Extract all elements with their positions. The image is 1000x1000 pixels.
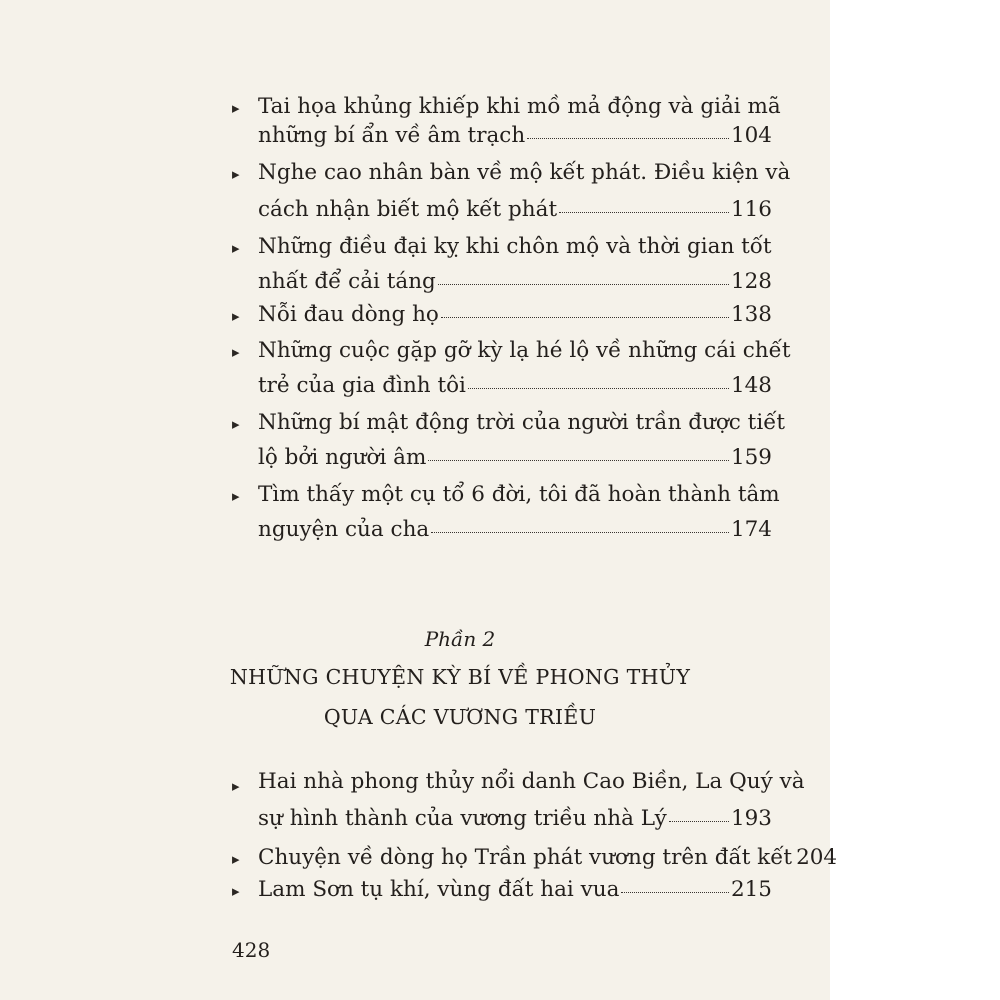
toc-entry (232, 338, 791, 398)
toc-entry (232, 160, 791, 222)
bullet-icon: ▸ (232, 343, 240, 361)
bullet-icon: ▸ (232, 415, 240, 433)
toc-entry-title-line: trẻ của gia đình tôi (258, 373, 466, 398)
dot-leader (428, 460, 729, 461)
toc-entry-title-line: Lam Sơn tụ khí, vùng đất hai vua (258, 877, 620, 902)
toc-entry-title-line: nguyện của cha (258, 517, 430, 542)
toc-page-number: 128 (730, 269, 772, 294)
toc-page-number: 215 (730, 877, 772, 902)
dot-leader (621, 892, 729, 893)
toc-page-number: 138 (730, 302, 772, 327)
toc-entry-title-line: cách nhận biết mộ kết phát (258, 197, 558, 222)
toc-entry-title-line: Nghe cao nhân bàn về mộ kết phát. Điều kiện và (258, 160, 791, 185)
toc-entry (232, 236, 772, 292)
dot-leader (669, 821, 729, 822)
toc-page-number: 116 (730, 197, 772, 222)
toc-entry-title-line: nhất để cải táng (258, 269, 436, 294)
toc-entry (232, 94, 781, 152)
toc-page-number: 193 (730, 806, 772, 831)
bullet-icon: ▸ (232, 165, 240, 183)
toc-entry-title-line: Hai nhà phong thủy nổi danh Cao Biền, La Quý và (258, 769, 805, 794)
dot-leader (441, 317, 729, 318)
toc-page-number: 174 (730, 517, 772, 542)
dot-leader (559, 212, 729, 213)
part-title (0, 665, 1000, 689)
toc-entry (232, 482, 780, 542)
toc-entry (232, 845, 838, 871)
toc-entry (232, 769, 805, 831)
bullet-icon: ▸ (232, 850, 240, 868)
part-label (0, 627, 1000, 651)
toc-entry (232, 410, 786, 470)
part-label-text: Phần 2 (424, 627, 496, 651)
toc-entry-title-line: Nỗi đau dòng họ (258, 302, 439, 327)
dot-leader (527, 138, 729, 139)
toc-entry-title-line: Những điều đại kỵ khi chôn mộ và thời gian tốt (258, 234, 772, 259)
toc-entry-title-line: lộ bởi người âm (258, 445, 427, 470)
toc-page-number: 159 (730, 445, 772, 470)
part-title-line: NHỮNG CHUYỆN KỲ BÍ VỀ PHONG THỦY (229, 665, 691, 689)
toc-entry (232, 304, 772, 328)
bullet-icon: ▸ (232, 307, 240, 325)
toc-page-number: 204 (796, 845, 838, 870)
toc-page-number: 104 (730, 123, 772, 148)
bullet-icon: ▸ (232, 99, 240, 117)
part-title-line: QUA CÁC VƯƠNG TRIỀU (323, 705, 597, 729)
bullet-icon: ▸ (232, 487, 240, 505)
page-number: 428 (232, 938, 271, 962)
part-title (0, 705, 1000, 729)
bullet-icon: ▸ (232, 777, 240, 795)
bullet-icon: ▸ (232, 239, 240, 257)
bullet-icon: ▸ (232, 882, 240, 900)
dot-leader (468, 388, 729, 389)
dot-leader (431, 532, 729, 533)
toc-entry (232, 879, 772, 903)
toc-entry-title-line: Tai họa khủng khiếp khi mồ mả động và giải mã (258, 94, 781, 119)
toc-page-number: 148 (730, 373, 772, 398)
toc-entry-title-line: Chuyện về dòng họ Trần phát vương trên đất kết (258, 845, 793, 870)
toc-entry-title-line: Những cuộc gặp gỡ kỳ lạ hé lộ về những cái chết (258, 338, 791, 363)
toc-entry-title-line: Tìm thấy một cụ tổ 6 đời, tôi đã hoàn thành tâm (258, 482, 780, 507)
toc-entry-title-line: Những bí mật động trời của người trần được tiết (258, 410, 786, 435)
toc-entry-title-line: sự hình thành của vương triều nhà Lý (258, 806, 667, 831)
dot-leader (438, 284, 729, 285)
toc-entry-title-line: những bí ẩn về âm trạch (258, 123, 526, 148)
